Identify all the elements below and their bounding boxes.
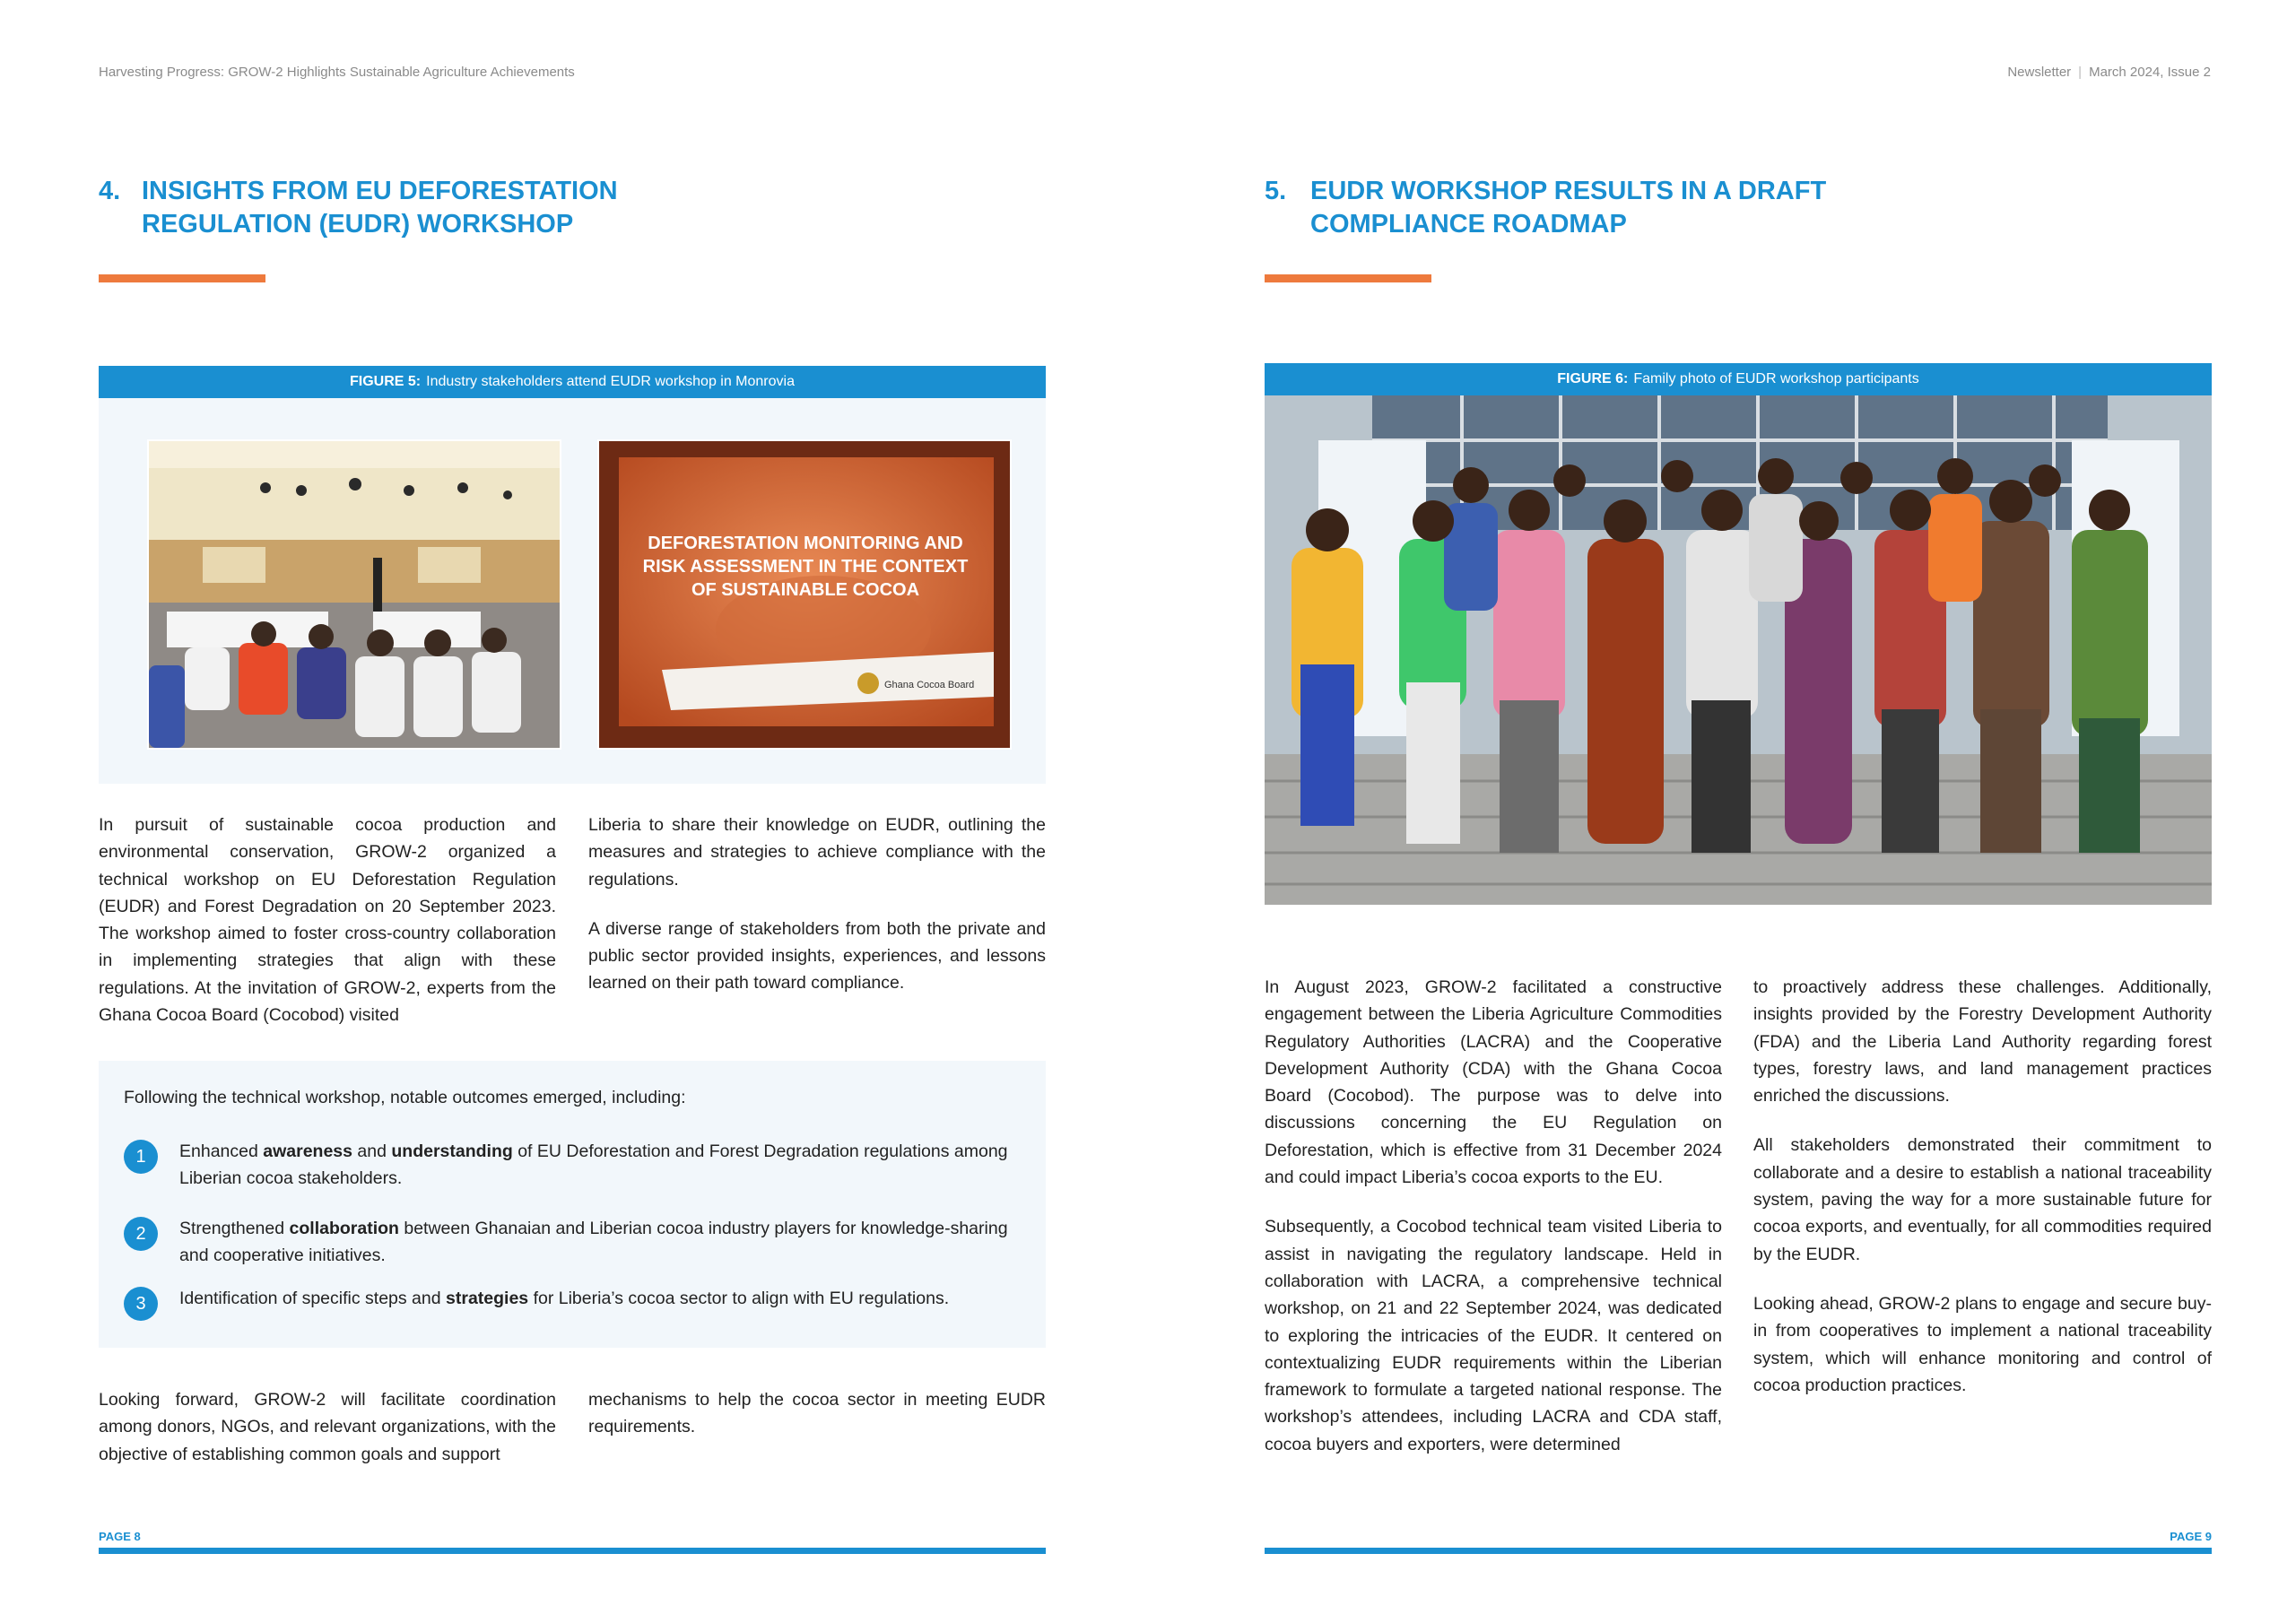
group-photo [1265,395,2212,905]
page-number-left: PAGE 8 [99,1530,141,1543]
right-page-column-1 [1265,974,1722,1480]
section-title-line-2: REGULATION (EUDR) WORKSHOP [142,210,574,239]
paragraph: All stakeholders demonstrated their commitment to collaborate and a desire to establish a national traceability system, paving the way for a more sustainable future for cocoa exports, and eventually, for all commodities required by the EUDR. [1753,1135,2212,1264]
outcome-text: Identification of specific steps and strategies for Liberia’s cocoa sector to align with EU regulations. [179,1289,950,1308]
paragraph: Liberia to share their knowledge on EUDR, outlining the measures and strategies to achieve compliance with the regulations. [588,815,1046,890]
right-page-column-2 [1753,974,2212,1421]
left-page-column-1 [99,812,556,1051]
workshop-room-illustration [149,441,560,748]
slide-illustration [599,441,1010,748]
paragraph: In pursuit of sustainable cocoa production and environmental conservation, GROW-2 organized a technical workshop on EU Deforestation Regulation (EUDR) and Forest Degradation on 20 September 2023. The workshop aimed to foster cross-country collaboration in implementing strategies that align with these regulations. At the invitation of GROW-2, experts from the Ghana Cocoa Board (Cocobod) visited [99,815,556,1026]
footer-bar-left [99,1548,1046,1554]
section-accent-bar [99,274,265,282]
paragraph: A diverse range of stakeholders from both the private and public sector provided insights, experiences, and lessons learned on their path toward compliance. [588,918,1046,994]
publication-label: Newsletter [2007,65,2072,80]
workshop-room-photo [147,439,561,750]
section-title [142,175,787,241]
paragraph: Looking forward, GROW-2 will facilitate coordination among donors, NGOs, and relevant organizations, with the objective of establishing common goals and support [99,1390,556,1464]
outcome-text: Strengthened collaboration between Ghanaian and Liberian cocoa industry players for knowledge-sharing and cooperative initiatives. [179,1219,1008,1265]
figure-6-caption-bar [1265,363,2212,395]
slide-logo-text: Ghana Cocoa Board [884,680,975,690]
section-title [1310,175,1956,241]
slide-title-line-2: RISK ASSESSMENT IN THE CONTEXT [642,557,969,577]
left-page-column-2 [588,812,1046,1020]
paragraph: Looking ahead, GROW-2 plans to engage and secure buy-in from cooperatives to implement a national traceability system, which will enhance monitoring and control of cocoa production practices. [1753,1293,2212,1395]
figure-label: FIGURE 6: [1557,371,1629,386]
figure-caption: Industry stakeholders attend EUDR workshop in Monrovia [426,374,795,389]
footer-bar-right [1265,1548,2212,1554]
number-badge: 2 [124,1217,158,1251]
left-page-column-2-continued [588,1386,1046,1463]
number-badge: 3 [124,1287,158,1321]
outcomes-intro: Following the technical workshop, notable outcomes emerged, including: [124,1088,686,1107]
figure-label: FIGURE 5: [350,374,422,389]
section-number: 5. [1265,177,1287,205]
figure-5-panel [99,398,1046,784]
outcomes-box [99,1061,1046,1348]
running-header-title: Harvesting Progress: GROW-2 Highlights Sustainable Agriculture Achievements [99,65,575,80]
section-accent-bar [1265,274,1431,282]
figure-5-caption-bar [99,366,1046,398]
section-number: 4. [99,177,121,205]
paragraph: mechanisms to help the cocoa sector in meeting EUDR requirements. [588,1390,1046,1437]
section-title-line-2: COMPLIANCE ROADMAP [1310,210,1627,239]
paragraph: Subsequently, a Cocobod technical team visited Liberia to assist in navigating the regulatory landscape. Held in collaboration with LACRA, a comprehensive technical workshop, on 21 and 22 September 2024, was dedicated to exploring the intricacies of the EUDR. It centered on contextualizing EUDR requirements within the Liberian framework to formulate a targeted national response. The workshop’s attendees, including LACRA and CDA staff, cocoa buyers and exporters, were determined [1265,1217,1722,1454]
outcome-text: Enhanced awareness and understanding of EU Deforestation and Forest Degradation regulations among Liberian cocoa stakeholders. [179,1141,1008,1188]
figure-caption: Family photo of EUDR workshop participants [1633,371,1919,386]
paragraph: to proactively address these challenges. Additionally, insights provided by the Forestry Development Authority (FDA) and the Liberia Land Authority regarding forest types, forestry laws, and land management practices enriched the discussions. [1753,977,2212,1107]
running-header-issue [2007,65,2211,80]
header-separator: | [2078,65,2083,80]
section-5-heading [1265,175,2072,247]
issue-label: March 2024, Issue 2 [2089,65,2211,80]
slide-title-line-3: OF SUSTAINABLE COCOA [691,580,920,600]
presentation-slide-photo [597,439,1012,750]
left-page-column-1-continued [99,1386,556,1490]
section-4-heading [99,175,906,247]
section-title-line-1: INSIGHTS FROM EU DEFORESTATION [142,177,618,205]
group-photo-illustration [1265,395,2212,905]
slide-title-line-1: DEFORESTATION MONITORING AND [648,534,963,553]
section-title-line-1: EUDR WORKSHOP RESULTS IN A DRAFT [1310,177,1827,205]
page-number-right: PAGE 9 [2170,1530,2212,1543]
number-badge: 1 [124,1140,158,1174]
paragraph: In August 2023, GROW-2 facilitated a constructive engagement between the Liberia Agriculture Commodities Regulatory Authorities (LACRA) and the Cooperative Development Authority (CDA) with the Ghana Cocoa Board (Cocobod). The purpose was to delve into discussions concerning the EU Regulation on Deforestation, which is effective from 31 December 2024 and could impact Liberia’s cocoa exports to the EU. [1265,977,1722,1188]
